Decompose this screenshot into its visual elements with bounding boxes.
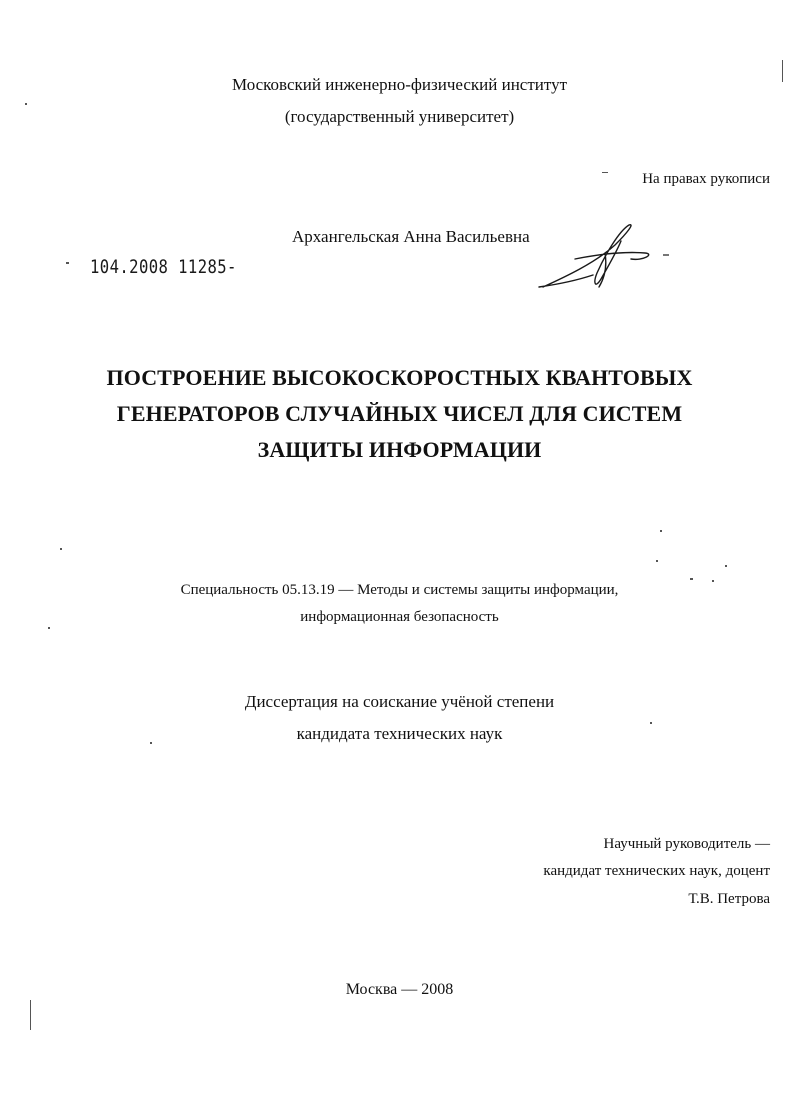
manuscript-note: На правах рукописи	[642, 171, 770, 187]
city-year: Москва — 2008	[345, 981, 454, 998]
supervisor-credentials: кандидат технических наук, доцент	[543, 863, 770, 879]
supervisor-role: Научный руководитель —	[603, 836, 770, 852]
degree-line-2: кандидата технических наук	[296, 724, 503, 743]
archive-stamp: 104.2008 11285-	[90, 256, 237, 278]
title-line-2: ГЕНЕРАТОРОВ СЛУЧАЙНЫХ ЧИСЕЛ ДЛЯ СИСТЕМ	[116, 401, 683, 426]
scan-speck	[60, 548, 62, 550]
scan-mark	[30, 1000, 31, 1030]
institute-name: Московский инженерно-физический институт	[232, 75, 567, 94]
author-name: Архангельская Анна Васильевна	[292, 227, 530, 246]
scan-speck	[650, 722, 652, 724]
scan-speck	[656, 560, 658, 562]
supervisor-name: Т.В. Петрова	[688, 891, 770, 907]
scan-speck	[150, 742, 152, 744]
scan-speck	[712, 580, 714, 582]
degree-line-1: Диссертация на соискание учёной степени	[244, 692, 555, 711]
scan-speck	[66, 262, 69, 264]
specialty-line-2: информационная безопасность	[300, 609, 499, 625]
scan-speck	[602, 172, 608, 173]
specialty-line-1: Специальность 05.13.19 — Методы и системы защиты информации,	[180, 582, 619, 598]
scan-speck	[660, 530, 662, 532]
title-line-3: ЗАЩИТЫ ИНФОРМАЦИИ	[257, 437, 542, 462]
university-note: (государственный университет)	[284, 107, 515, 126]
signature-image	[535, 215, 675, 295]
scan-speck	[690, 578, 693, 580]
scan-mark	[782, 60, 783, 82]
scan-speck	[725, 565, 727, 567]
scan-speck	[25, 103, 27, 105]
title-line-1: ПОСТРОЕНИЕ ВЫСОКОСКОРОСТНЫХ КВАНТОВЫХ	[106, 365, 693, 390]
scan-speck	[48, 627, 50, 629]
